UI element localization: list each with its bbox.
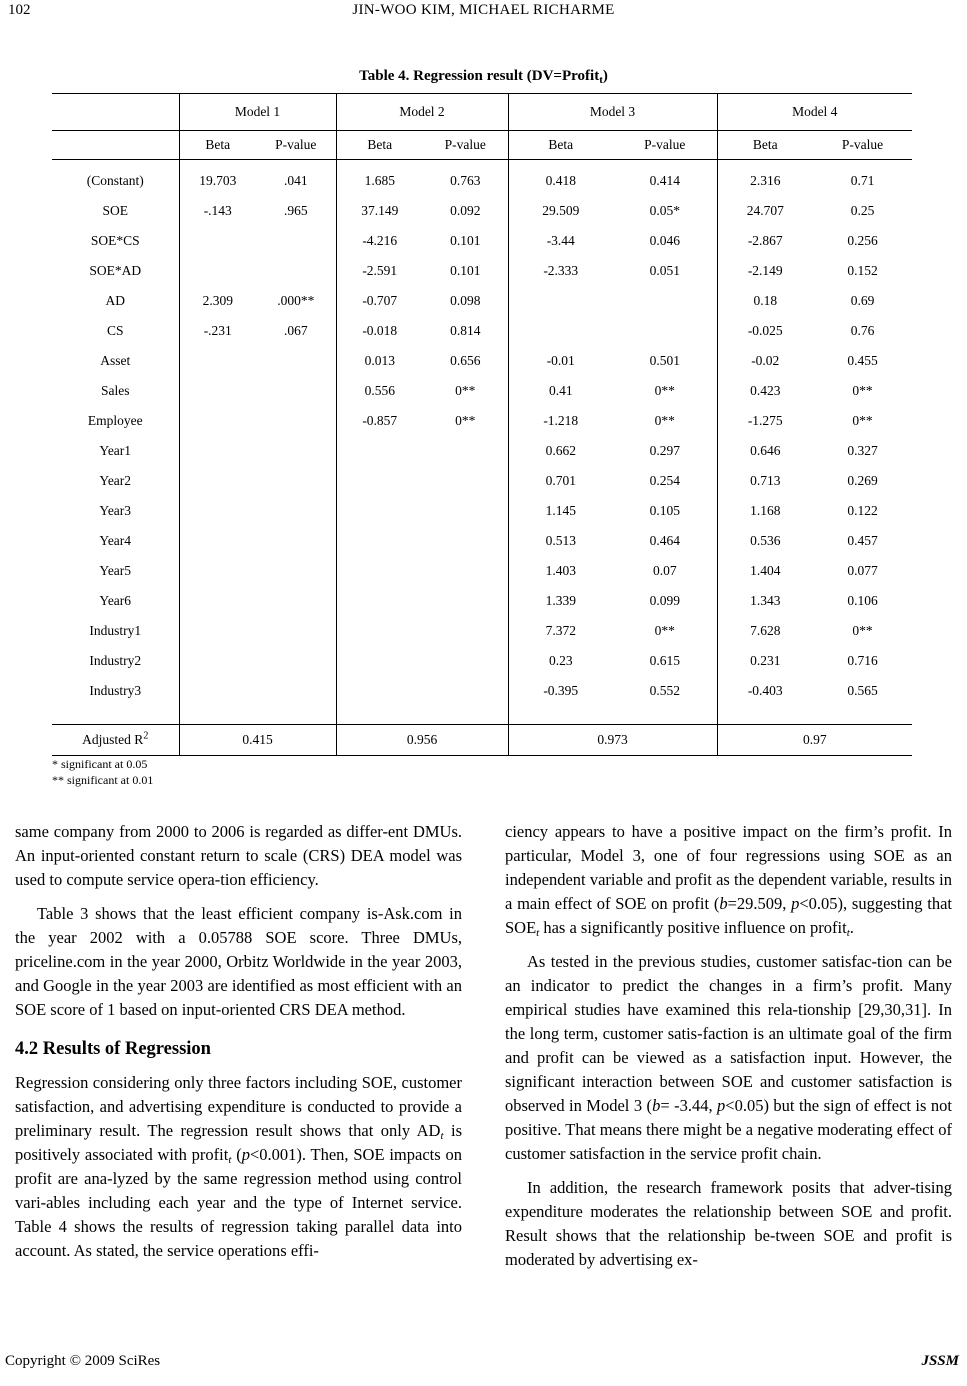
table-row [52,616,912,646]
table-cell: 0.455 [847,353,878,368]
table-row [52,406,912,436]
table-row [52,496,912,526]
table-cell: -2.333 [508,256,613,286]
row-label: (Constant) [86,173,144,188]
table-row [52,466,912,496]
table-cell: 0.552 [649,683,680,698]
italic-symbol: b [719,894,728,913]
table-cell: -.231 [179,316,256,346]
subheader-cell: P-value [423,131,508,160]
table-cell [256,496,336,526]
running-head-authors: JIN-WOO KIM, MICHAEL RICHARME [352,2,615,18]
table-row [52,346,912,376]
adjusted-r2-value: 0.973 [508,725,717,756]
table-cell: 0.536 [717,526,813,556]
table-cell: -0.025 [717,316,813,346]
table-cell [256,376,336,406]
table-cell: 0.713 [717,466,813,496]
text-run: <0.05), suggesting that SOE [505,894,952,937]
table-row [52,256,912,286]
subheader-cell: Beta [508,131,613,160]
table-row [52,436,912,466]
right-column [505,820,952,1272]
table-cell [179,676,256,706]
table-cell: 0.457 [847,533,878,548]
table-cell [336,676,423,706]
table-cell: 0** [455,413,476,428]
table-cell: 29.509 [508,196,613,226]
table-cell: -0.395 [508,676,613,706]
table-cell: -.143 [179,196,256,226]
text-run: . [849,918,854,937]
table-cell: .965 [283,203,308,218]
table-row [52,556,912,586]
table-cell [336,436,423,466]
table-cell: -2.591 [336,256,423,286]
table-cell: -3.44 [508,226,613,256]
table-cell: 0** [654,383,675,398]
subheader-cell: P-value [813,131,912,160]
table-cell: 0.105 [649,503,680,518]
page-number: 102 [8,2,31,18]
table-cell: .000** [277,293,315,308]
adjusted-r2-row [52,725,912,756]
table-cell: 0.71 [850,173,875,188]
row-label: Year4 [99,533,132,548]
table-cell [179,526,256,556]
text-run: ( [231,1145,242,1164]
table-cell: 1.145 [508,496,613,526]
table-cell [179,376,256,406]
table-cell: 2.316 [717,160,813,197]
table-cell: -0.707 [336,286,423,316]
table-cell: 0.615 [649,653,680,668]
table-cell: 0.716 [847,653,878,668]
header-empty-cell [52,94,179,131]
model-header: Model 2 [336,94,508,131]
table-cell: -1.275 [717,406,813,436]
row-label: CS [106,323,124,338]
italic-symbol: p [241,1145,250,1164]
table-cell: -1.218 [508,406,613,436]
subscript: t [846,927,850,939]
table-cell [179,646,256,676]
table-cell: 0.662 [508,436,613,466]
table-row [52,586,912,616]
table-cell: 0** [852,413,873,428]
adjusted-r2-value: 0.956 [336,725,508,756]
table-cell [423,496,508,526]
table-cell: 0.092 [450,203,481,218]
table-row [52,676,912,706]
table-cell [508,286,613,316]
subheader-cell: Beta [336,131,423,160]
table-cell: 0.701 [508,466,613,496]
table-cell: 0.297 [649,443,680,458]
row-label: Industry2 [89,653,142,668]
table-cell [256,256,336,286]
paragraph [505,950,952,1166]
table-row [52,196,912,226]
table-cell [256,526,336,556]
table-cell [256,676,336,706]
model-header-row [52,94,912,131]
table-cell [336,646,423,676]
table-cell: 1.685 [336,160,423,197]
row-label: Employee [87,413,143,428]
subheader-empty-cell [52,131,179,160]
table-cell: 24.707 [717,196,813,226]
table-cell: 0.25 [850,203,875,218]
row-label: Sales [101,383,130,398]
table-row [52,376,912,406]
table-cell: 0.231 [717,646,813,676]
table-cell: .041 [283,173,308,188]
table-row [52,226,912,256]
table-cell [256,226,336,256]
text-run: As tested in the previous studies, customer satisfac-tion can be an indicator to predict the changes in a firm’s profit. Many empirical studies have examined this rela-tionship [29,30,31]. In the long term, customer satis-faction is an ultimate goal of the firm and profit can be viewed as a satisfaction input. However, the significant interaction between SOE and customer satisfaction is observed in Model 3 ( [505,952,952,1115]
table-row [52,526,912,556]
adjusted-r2-value: 0.97 [717,725,912,756]
table-cell: 0.513 [508,526,613,556]
table-cell [179,556,256,586]
table-cell: 0.051 [649,263,680,278]
table-cell: 0.464 [649,533,680,548]
model-header: Model 4 [717,94,912,131]
table-cell [179,226,256,256]
table-caption [0,68,967,85]
row-label: Year5 [99,563,132,578]
table-cell [256,616,336,646]
table-cell [256,406,336,436]
table-cell [256,436,336,466]
table-cell: -0.857 [336,406,423,436]
regression-table [52,93,912,756]
row-label: Asset [100,353,131,368]
table-cell: 0.656 [450,353,481,368]
row-label: Year6 [99,593,132,608]
table-cell: 0.099 [649,593,680,608]
subscript: t [536,927,540,939]
copyright: Copyright © 2009 SciRes [5,1353,161,1369]
text-run: <0.001). Then, SOE impacts on profit are ana-lyzed by the same regression method using control vari-ables including each year and the type of Internet service. Table 4 shows the results of regression taking parallel data into account. As stated, the service operations effi- [15,1145,462,1260]
table-cell: 0.814 [450,323,481,338]
table-caption-subscript: t [599,74,603,86]
table-cell: 0.414 [649,173,680,188]
text-run: <0.05) but the sign of effect is not positive. That means there might be a negative moderating effect of customer satisfaction in the service profit chain. [505,1096,952,1163]
table-cell: 0.122 [847,503,878,518]
table-cell [179,466,256,496]
table-cell [256,466,336,496]
row-label: SOE*CS [90,233,140,248]
row-label: SOE [102,203,128,218]
page-header [0,0,967,28]
table-cell: 0.423 [717,376,813,406]
table-cell [613,316,717,346]
table-cell: 0.18 [717,286,813,316]
subheader-cell: P-value [613,131,717,160]
table-cell: 7.628 [717,616,813,646]
table-caption-text: Table 4. Regression result (DV=Profit [359,68,600,84]
table-cell: -0.01 [508,346,613,376]
table-cell: 0.763 [450,173,481,188]
table-cell: 0.256 [847,233,878,248]
table-cell: 0** [852,383,873,398]
italic-symbol: b [652,1096,661,1115]
subheader-cell: Beta [717,131,813,160]
table-row [52,286,912,316]
table-cell: 0.69 [850,293,875,308]
model-header: Model 1 [179,94,336,131]
table-cell: 0.101 [450,263,481,278]
table-cell: 0.646 [717,436,813,466]
table-row [52,160,912,197]
table-cell: .067 [283,323,308,338]
table-cell [336,556,423,586]
table-cell [423,646,508,676]
italic-symbol: p [717,1096,726,1115]
table-cell: 0.418 [508,160,613,197]
table-cell [256,346,336,376]
table-cell [423,436,508,466]
table-cell: 37.149 [336,196,423,226]
table-cell [423,676,508,706]
paragraph [505,820,952,940]
table-cell: 0.76 [850,323,875,338]
table-row [52,316,912,346]
footnote-2: ** significant at 0.01 [52,773,154,787]
table-cell: 0.098 [450,293,481,308]
table-cell: -2.149 [717,256,813,286]
row-label: Industry1 [89,623,142,638]
adjusted-r2-label: Adjusted $R^2$ [52,725,179,756]
subheader-cell: Beta [179,131,256,160]
footnote-1: * significant at 0.05 [52,757,148,771]
row-label: Industry3 [89,683,142,698]
row-label: Year1 [99,443,132,458]
table-cell: -2.867 [717,226,813,256]
table-cell [179,406,256,436]
subheader-cell: P-value [256,131,336,160]
table-cell [423,586,508,616]
table-cell: 0** [654,623,675,638]
table-cell: 7.372 [508,616,613,646]
table-cell: 0.013 [336,346,423,376]
spacer-row [52,706,912,725]
table-cell: 0.501 [649,353,680,368]
table-cell: 0.23 [508,646,613,676]
subheader-row [52,131,912,160]
table-cell: 0.05* [649,203,680,218]
italic-symbol: p [791,894,800,913]
paragraph [15,1071,462,1263]
journal-name: JSSM [921,1353,959,1369]
table-cell: 0.41 [508,376,613,406]
table-cell [179,256,256,286]
text-run: Regression considering only three factors including SOE, customer satisfaction, and advertising expenditure is conducted to provide a preliminary result. The regression result shows that only AD [15,1073,462,1140]
text-run: is positively associated with profit [15,1121,462,1164]
table-cell: 0** [654,413,675,428]
table-caption-close: ) [602,68,608,84]
row-label: SOE*AD [89,263,142,278]
table-cell [256,646,336,676]
table-cell: -0.403 [717,676,813,706]
table-cell: 0.046 [649,233,680,248]
table-cell [336,616,423,646]
table-cell: 0.556 [336,376,423,406]
subscript: t [440,1130,444,1142]
table-cell: 0.106 [847,593,878,608]
table-cell: 1.403 [508,556,613,586]
table-cell [508,316,613,346]
table-cell: 0.152 [847,263,878,278]
table-cell: 2.309 [179,286,256,316]
row-label: AD [105,293,125,308]
table-cell: 0.07 [652,563,677,578]
table-cell [423,616,508,646]
paragraph: In addition, the research framework posits that adver-tising expenditure moderates the relationship between SOE and profit. Result shows that the relationship be-tween SOE and profit is moderated by advertising ex- [505,1178,952,1269]
text-run: = -3.44, [660,1096,718,1115]
table-row [52,646,912,676]
table-cell [336,466,423,496]
table-cell [336,496,423,526]
model-header: Model 3 [508,94,717,131]
row-label: Year2 [99,473,132,488]
table-cell: -4.216 [336,226,423,256]
table-cell [423,556,508,586]
subscript: t [228,1154,232,1166]
table-cell: 0.254 [649,473,680,488]
text-run: has a significantly positive influence on profit [539,918,847,937]
table-cell: -0.018 [336,316,423,346]
table-cell [256,556,336,586]
table-cell [179,436,256,466]
table-cell: 0** [455,383,476,398]
table-cell: 0.327 [847,443,878,458]
table-cell: -0.02 [717,346,813,376]
adjusted-r2-value: 0.415 [179,725,336,756]
table-cell [179,346,256,376]
table-cell [256,586,336,616]
table-cell: 0.101 [450,233,481,248]
paragraph: Table 3 shows that the least efficient company is-Ask.com in the year 2002 with a 0.05788 SOE score. Three DMUs, priceline.com in the year 2000, Orbitz Worldwide in the year 2003, and Google in the year 2003 are identified as most efficient with an SOE score of 1 based on input-oriented CRS DEA method. [15,904,462,1019]
table-cell: 19.703 [179,160,256,197]
table-cell [179,496,256,526]
table-cell [336,586,423,616]
table-cell [179,586,256,616]
table-cell: 1.343 [717,586,813,616]
table-cell [423,466,508,496]
table-cell: 1.339 [508,586,613,616]
table-cell: 0.269 [847,473,878,488]
section-heading: 4.2 Results of Regression [15,1039,211,1059]
table-cell: 0** [852,623,873,638]
text-run: =29.509, [727,894,792,913]
table-cell: 0.077 [847,563,878,578]
text-run: ciency appears to have a positive impact on the firm’s profit. In particular, Model 3, one of four regressions using SOE as an independent variable and profit as the dependent variable, results in a main effect of SOE on profit ( [505,822,952,913]
table-cell [179,616,256,646]
table-cell: 1.404 [717,556,813,586]
table-cell [336,526,423,556]
row-label: Year3 [99,503,132,518]
table-cell [423,526,508,556]
paragraph: same company from 2000 to 2006 is regarded as differ-ent DMUs. An input-oriented constant return to scale (CRS) DEA model was used to compute service opera-tion efficiency. [15,822,462,889]
table-cell: 0.565 [847,683,878,698]
left-column [15,820,462,1263]
table-cell: 1.168 [717,496,813,526]
table-cell [613,286,717,316]
